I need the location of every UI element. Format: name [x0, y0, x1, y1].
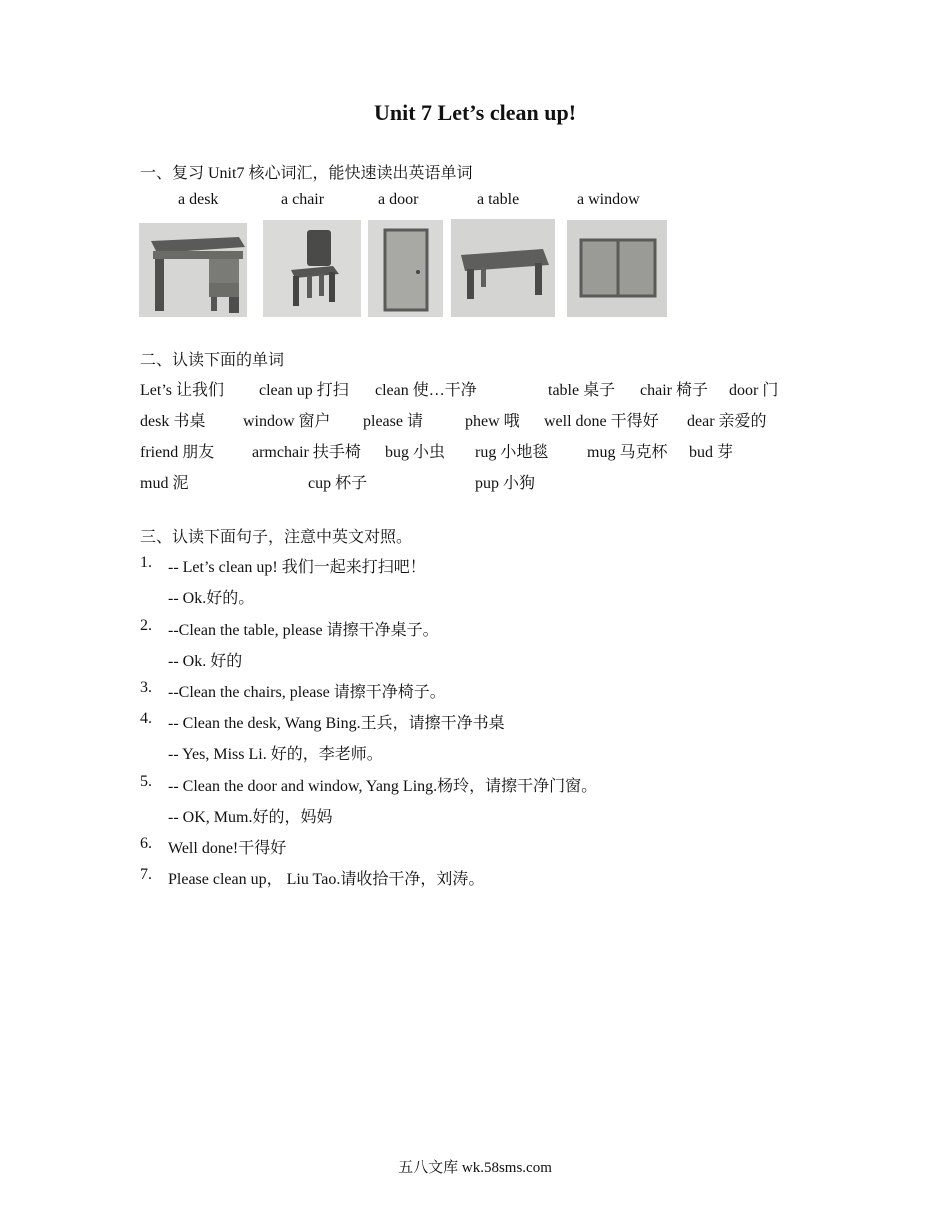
word-window: a window [577, 191, 640, 208]
vocab-item: cup 杯子 [308, 475, 368, 492]
sentence-line: Please clean up， Liu Tao.请收拾干净，刘涛。 [168, 871, 485, 888]
sentence-line: --Clean the chairs, please 请擦干净椅子。 [168, 684, 446, 701]
sentence-line: -- Ok. 好的 [168, 653, 243, 670]
sentence-number: 5. [140, 773, 152, 790]
vocab-item: armchair 扶手椅 [252, 444, 361, 461]
sentence-number: 4. [140, 710, 152, 727]
section3-heading: 三、认读下面句子，注意中英文对照。 [140, 529, 413, 546]
sentence-line: -- Ok.好的。 [168, 590, 255, 607]
sentence-line: Well done!干得好 [168, 840, 287, 857]
vocab-item: dear 亲爱的 [687, 413, 767, 430]
window-picture [567, 220, 667, 317]
vocab-item: rug 小地毯 [475, 444, 549, 461]
desk-picture [139, 223, 247, 317]
sentence-number: 3. [140, 679, 152, 696]
vocab-item: phew 哦 [465, 413, 520, 430]
footer-source: 五八文库 wk.58sms.com [398, 1160, 552, 1176]
sentence-number: 6. [140, 835, 152, 852]
vocab-item: bud 芽 [689, 444, 734, 461]
vocab-item: please 请 [363, 413, 423, 430]
sentence-number: 1. [140, 554, 152, 571]
vocab-item: door 门 [729, 382, 779, 399]
chair-picture [263, 220, 361, 317]
sentence-number: 7. [140, 866, 152, 883]
vocab-item: chair 椅子 [640, 382, 708, 399]
word-chair: a chair [281, 191, 325, 208]
sentence-line: -- Clean the desk, Wang Bing.王兵，请擦干净书桌 [168, 715, 505, 732]
sentence-line: --Clean the table, please 请擦干净桌子。 [168, 622, 439, 639]
page-title: Unit 7 Let’s clean up! [373, 100, 577, 125]
word-desk: a desk [178, 191, 219, 208]
table-picture [451, 219, 555, 317]
vocab-item: window 窗户 [243, 413, 331, 430]
vocab-item: Let’s 让我们 [140, 382, 224, 399]
section2-heading: 二、认读下面的单词 [140, 352, 285, 369]
vocab-item: friend 朋友 [140, 444, 215, 461]
sentence-line: -- Clean the door and window, Yang Ling.杨玲，请擦干净门窗。 [168, 778, 598, 795]
vocab-item: pup 小狗 [475, 475, 536, 492]
sentence-line: -- OK, Mum.好的，妈妈 [168, 809, 333, 826]
sentence-line: -- Let’s clean up! 我们一起来打扫吧！ [168, 559, 426, 576]
vocab-item: clean up 打扫 [259, 382, 349, 399]
vocab-item: mug 马克杯 [587, 444, 668, 461]
door-picture [368, 220, 443, 317]
sentence-number: 2. [140, 617, 152, 634]
section1-heading: 一、复习 Unit7 核心词汇，能快速读出英语单词 [140, 165, 473, 182]
vocab-item: table 桌子 [548, 382, 616, 399]
vocab-item: desk 书桌 [140, 413, 206, 430]
vocab-item: well done 干得好 [544, 413, 659, 430]
word-door: a door [378, 191, 419, 208]
vocab-item: bug 小虫 [385, 444, 446, 461]
word-table: a table [477, 191, 520, 208]
vocab-item: clean 使…干净 [375, 382, 477, 399]
sentence-line: -- Yes, Miss Li. 好的，李老师。 [168, 746, 383, 763]
vocab-item: mud 泥 [140, 475, 189, 492]
